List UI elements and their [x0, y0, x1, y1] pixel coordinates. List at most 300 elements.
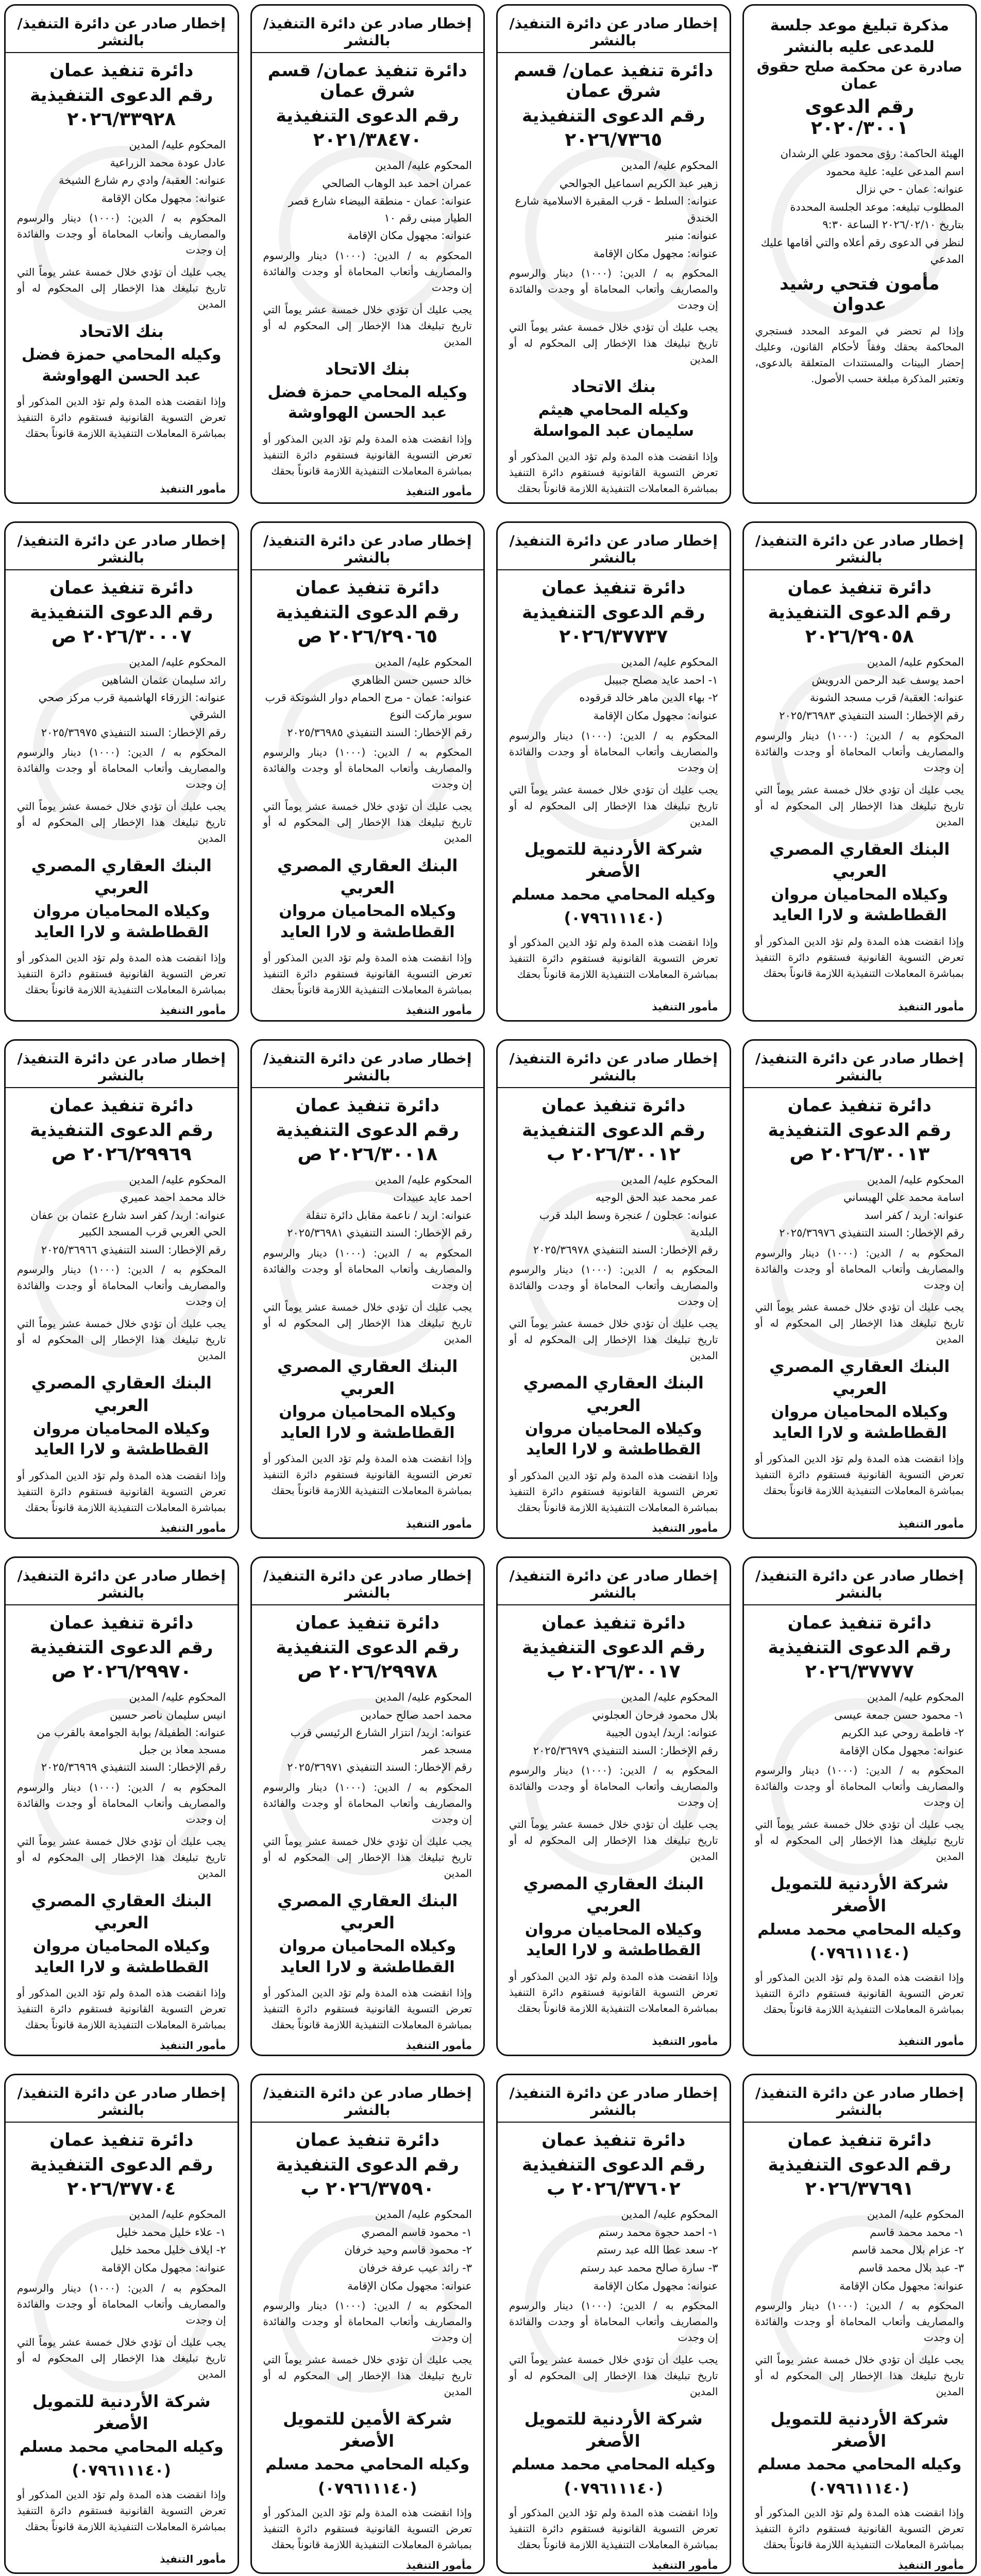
final-warning-text: وإذا انقضت هذه المدة ولم تؤد الدين المذكور أو تعرض التسوية القانونية فستقوم دائرة التنفيذ بمباشرة المعاملات التنفيذية اللازمة قانوناً بحقك: [755, 1452, 964, 1497]
debtor-detail-line: عنوانه: اربد / ناعمة مقابل دائرة تنقلة: [306, 1209, 472, 1222]
officer-signature: مأمور التنفيذ: [160, 2552, 226, 2565]
amount-text: المحكوم به / الدين: (١٠٠٠) دينار والرسوم والمصاريف وأتعاب المحاماة أو وجدت والفائدة إن وجدت: [17, 212, 226, 257]
case-number: ٢٠٢٦/٢٩٠٦٥ ص: [297, 626, 438, 648]
creditor-lawyer: وكيلاه المحاميان مروان القطاطشة و لارا العايد: [279, 1403, 456, 1442]
debtor-detail-line: رقم الإخطار: السند التنفيذي ٢٠٢٥/٣٦٩٧٩: [533, 1744, 718, 1757]
spacer: [755, 985, 965, 997]
notice-body: وإذا لم تحضر في الموعد المحدد فستجري المحاكمة بحقك وفقاً لأحكام القانون، وعليك إحضار البينات والمستندات المتعلقة بالدعوى، وتعتبر المذكرة مبلغة حسب الأصول.: [755, 324, 964, 385]
case-title: رقم الدعوى التنفيذية: [768, 1120, 951, 1141]
amount-text: المحكوم به / الدين: (١٠٠٠) دينار والرسوم والمصاريف وأتعاب المحاماة أو وجدت والفائدة إن وجدت: [263, 249, 472, 294]
final-warning-text: وإذا انقضت هذه المدة ولم تؤد الدين المذكور أو تعرض التسوية القانونية فستقوم دائرة التنفيذ بمباشرة المعاملات التنفيذية اللازمة قانوناً بحقك: [263, 2506, 472, 2551]
debtor-detail-line: رائد سليمان عثمان الشاهين: [102, 673, 226, 686]
creditor-name: شركة الأردنية للتمويل الأصغر: [770, 1874, 949, 1916]
lawyer-phone: (٠٧٩٦١١١٤٠): [318, 2479, 417, 2498]
debtor-detail-line: ١- احمد عايد مصلح جبيبل: [604, 673, 718, 686]
amount-text: المحكوم به / الدين: (١٠٠٠) دينار والرسوم والمصاريف وأتعاب المحاماة أو وجدت والفائدة إن وجدت: [509, 2299, 718, 2344]
final-warning-text: وإذا انقضت هذه المدة ولم تؤد الدين المذكور أو تعرض التسوية القانونية فستقوم دائرة التنفيذ بمباشرة المعاملات التنفيذية اللازمة قانوناً بحقك: [509, 2506, 718, 2551]
debtor-detail-line: عادل عودة محمد الزراعية: [110, 156, 226, 169]
creditor-name: البنك العقاري المصري العربي: [523, 1373, 704, 1415]
deadline-text: يجب عليك أن تؤدي خلال خمسة عشر يوماً التي تاريخ تبليغك هذا الإخطار إلى المحكوم له أو المدين: [263, 2353, 472, 2398]
debtor-detail-line: ٢- سعد عطا الله عبد رستم: [596, 2244, 718, 2257]
spacer: [17, 445, 226, 480]
deadline-text: يجب عليك أن تؤدي خلال خمسة عشر يوماً التي تاريخ تبليغك هذا الإخطار إلى المحكوم له أو المدين: [755, 1300, 964, 1345]
amount-text: المحكوم به / الدين: (١٠٠٠) دينار والرسوم والمصاريف وأتعاب المحاماة أو وجدت والفائدة إن وجدت: [755, 1764, 964, 1809]
amount-text: المحكوم به / الدين: (١٠٠٠) دينار والرسوم والمصاريف وأتعاب المحاماة أو وجدت والفائدة إن وجدت: [263, 746, 472, 791]
lawyer-phone: (٠٧٩٦١١١٤٠): [564, 909, 663, 928]
department-name: دائرة تنفيذ عمان: [542, 2130, 686, 2151]
officer-signature: مأمور التنفيذ: [160, 1004, 226, 1017]
notice-header: إخطار صادر عن دائرة التنفيذ/ بالنشر: [6, 1567, 238, 1605]
debtor-detail-line: عمر محمد عبد الحق الوجيه: [595, 1191, 718, 1204]
legal-notice: [250, 1039, 485, 1539]
case-number: ٢٠٢٦/٣٧٦٠٢ ب: [546, 2178, 681, 2200]
notice-header: إخطار صادر عن دائرة التنفيذ/ بالنشر: [252, 15, 484, 53]
spacer: [263, 1502, 472, 1515]
department-name: دائرة تنفيذ عمان/ قسم شرق عمان: [267, 60, 467, 101]
lawyer-phone: (٠٧٩٦١١١٤٠): [810, 1944, 909, 1963]
debtor-detail-line: عنوانه: مجهول مكان الإقامة: [593, 247, 718, 260]
debtor-label: المحكوم عليه/ المدين: [621, 2208, 718, 2221]
amount-text: المحكوم به / الدين: (١٠٠٠) دينار والرسوم والمصاريف وأتعاب المحاماة أو وجدت والفائدة إن وجدت: [755, 2299, 964, 2344]
notice-header: إخطار صادر عن دائرة التنفيذ/ بالنشر: [744, 1567, 976, 1605]
debtor-detail-line: ٣- عبد بلال محمد قاسم: [858, 2261, 964, 2274]
debtor-label: المحكوم عليه/ المدين: [129, 2208, 226, 2221]
legal-notice: [4, 4, 239, 504]
debtor-detail-line: عنوانه: مجهول مكان الإقامة: [593, 2279, 718, 2292]
debtor-detail-line: عنوانه: الزرقاء الهاشمية قرب مركز صحي الشرقي: [38, 691, 226, 721]
notice-header: إخطار صادر عن دائرة التنفيذ/ بالنشر: [744, 532, 976, 570]
case-number: ٢٠٢٦/٣٧٦٩١: [805, 2178, 914, 2200]
debtor-detail-line: خالد محمد احمد عميري: [120, 1191, 226, 1204]
officer-signature: مأمور التنفيذ: [652, 1000, 718, 1013]
deadline-text: يجب عليك أن تؤدي خلال خمسة عشر يوماً التي تاريخ تبليغك هذا الإخطار إلى المحكوم له أو المدين: [17, 2335, 226, 2380]
debtor-detail-line: ١- علاء خليل محمد خليل: [116, 2226, 226, 2239]
debtor-detail-line: احمد عايد عبيدات: [393, 1191, 472, 1204]
creditor-name: بنك الاتحاد: [325, 359, 410, 379]
case-number: ٢٠٢١/٣٨٤٧٠: [313, 129, 422, 150]
legal-notice: [496, 1556, 731, 2056]
creditor-lawyer: وكيلاه المحاميان مروان القطاطشة و لارا العايد: [32, 1419, 210, 1459]
debtor-label: المحكوم عليه/ المدين: [621, 1690, 718, 1703]
legal-notice: [496, 2074, 731, 2573]
lawyer-phone: (٠٧٩٦١١١٤٠): [564, 2479, 663, 2498]
debtor-detail-line: ٢- محمود قاسم وحيد خرفان: [344, 2244, 472, 2257]
debtor-detail-line: عنوانه: مجهول مكان الإقامة: [101, 192, 226, 205]
officer-signature: مأمور التنفيذ: [405, 1004, 472, 1017]
legal-notice: [250, 2074, 485, 2573]
amount-text: المحكوم به / الدين: (١٠٠٠) دينار والرسوم والمصاريف وأتعاب المحاماة أو وجدت والفائدة إن وجدت: [509, 267, 718, 312]
creditor-name: البنك العقاري المصري العربي: [277, 1890, 458, 1933]
notice-header: إخطار صادر عن دائرة التنفيذ/ بالنشر: [252, 1050, 484, 1088]
notice-detail-line: الهيئة الحاكمة: رؤى محمود علي الرشدان: [780, 147, 964, 160]
legal-notice: [250, 4, 485, 504]
legal-notice: [4, 2074, 239, 2573]
creditor-name: شركة الأردنية للتمويل الأصغر: [770, 2409, 949, 2451]
deadline-text: يجب عليك أن تؤدي خلال خمسة عشر يوماً التي تاريخ تبليغك هذا الإخطار إلى المحكوم له أو المدين: [755, 1818, 964, 1863]
debtor-detail-line: انيس سليمان ناصر حسين: [110, 1708, 226, 1721]
case-number: ٢٠٢٦/٣٧٧٧٧: [805, 1660, 914, 1682]
legal-notice: [742, 4, 977, 504]
debtor-detail-line: خالد حسين حسن الظاهري: [351, 673, 472, 686]
creditor-name: البنك العقاري المصري العربي: [31, 1373, 212, 1415]
officer-signature: مأمور التنفيذ: [405, 2039, 472, 2052]
department-name: دائرة تنفيذ عمان: [787, 1095, 932, 1116]
debtor-label: المحكوم عليه/ المدين: [129, 656, 226, 669]
debtor-label: المحكوم عليه/ المدين: [375, 1173, 472, 1186]
deadline-text: يجب عليك أن تؤدي خلال خمسة عشر يوماً التي تاريخ تبليغك هذا الإخطار إلى المحكوم له أو المدين: [17, 1317, 226, 1362]
debtor-detail-line: ٢- ايلاف خليل محمد خليل: [110, 2244, 226, 2257]
creditor-lawyer: وكيله المحامي محمد مسلم: [265, 2455, 470, 2474]
lawyer-phone: (٠٧٩٦١١١٤٠): [810, 2479, 909, 2498]
case-title: رقم الدعوى التنفيذية: [522, 2155, 705, 2176]
case-title: رقم الدعوى التنفيذية: [768, 602, 951, 623]
notice-header: إخطار صادر عن دائرة التنفيذ/ بالنشر: [744, 2084, 976, 2123]
final-warning-text: وإذا انقضت هذه المدة ولم تؤد الدين المذكور أو تعرض التسوية القانونية فستقوم دائرة التنفيذ بمباشرة المعاملات التنفيذية اللازمة قانوناً بحقك: [755, 935, 964, 979]
spacer: [17, 2538, 226, 2549]
debtor-detail-line: رقم الإخطار: السند التنفيذي ٢٠٢٥/٣٦٩٧٨: [533, 1243, 718, 1256]
case-title: رقم الدعوى التنفيذية: [276, 1637, 459, 1658]
department-name: دائرة تنفيذ عمان: [542, 1095, 686, 1116]
notice-header: إخطار صادر عن دائرة التنفيذ/ بالنشر: [252, 2084, 484, 2123]
debtor-detail-line: احمد يوسف عبد الرحمن الدرويش: [811, 673, 964, 686]
case-number: ٢٠٢٦/٢٩٩٧٠ ص: [51, 1660, 192, 1682]
amount-text: المحكوم به / الدين: (١٠٠٠) دينار والرسوم والمصاريف وأتعاب المحاماة أو وجدت والفائدة إن وجدت: [509, 1764, 718, 1809]
amount-text: المحكوم به / الدين: (١٠٠٠) دينار والرسوم والمصاريف وأتعاب المحاماة أو وجدت والفائدة إن وجدت: [263, 2299, 472, 2344]
notice-header: إخطار صادر عن دائرة التنفيذ/ بالنشر: [252, 532, 484, 570]
department-name: دائرة تنفيذ عمان: [787, 1612, 932, 1633]
case-title: رقم الدعوى التنفيذية: [30, 602, 213, 623]
legal-notice: [742, 521, 977, 1021]
final-warning-text: وإذا انقضت هذه المدة ولم تؤد الدين المذكور أو تعرض التسوية القانونية فستقوم دائرة التنفيذ بمباشرة المعاملات التنفيذية اللازمة قانوناً بحقك: [263, 952, 472, 996]
case-number: ٢٠٢٦/٣٠٠١٧ ب: [546, 1660, 681, 1682]
debtor-label: المحكوم عليه/ المدين: [375, 1690, 472, 1703]
deadline-text: يجب عليك أن تؤدي خلال خمسة عشر يوماً التي تاريخ تبليغك هذا الإخطار إلى المحكوم له أو المدين: [755, 2353, 964, 2398]
case-title: رقم الدعوى التنفيذية: [522, 106, 705, 126]
creditor-name: شركة الأمين للتمويل الأصغر: [283, 2409, 452, 2451]
amount-text: المحكوم به / الدين: (١٠٠٠) دينار والرسوم والمصاريف وأتعاب المحاماة أو وجدت والفائدة إن وجدت: [263, 1246, 472, 1291]
debtor-detail-line: عنوانه: اربد/ انتزار الشارع الرئيسي قرب مسجد عمر: [290, 1726, 472, 1756]
debtor-detail-line: رقم الإخطار: السند التنفيذي ٢٠٢٥/٣٦٩٦٩: [41, 1761, 226, 1774]
debtor-detail-line: عنوانه: مجهول مكان الإقامة: [347, 229, 472, 242]
final-warning-text: وإذا انقضت هذه المدة ولم تؤد الدين المذكور أو تعرض التسوية القانونية فستقوم دائرة التنفيذ بمباشرة المعاملات التنفيذية اللازمة قانوناً بحقك: [263, 432, 472, 477]
creditor-name: شركة الأردنية للتمويل الأصغر: [524, 839, 703, 881]
debtor-detail-line: محمد احمد صالح حمادين: [360, 1708, 472, 1721]
debtor-detail-line: رقم الإخطار: السند التنفيذي ٢٠٢٥/٣٦٩٧٦: [779, 1227, 964, 1240]
debtor-label: المحكوم عليه/ المدين: [867, 656, 964, 669]
debtor-detail-line: عمران احمد عبد الوهاب الصالحي: [322, 177, 472, 190]
creditor-lawyer: وكيلاه المحاميان مروان القطاطشة و لارا العايد: [279, 902, 456, 941]
department-name: دائرة تنفيذ عمان: [49, 1612, 194, 1633]
department-name: دائرة تنفيذ عمان: [542, 578, 686, 599]
department-name: دائرة تنفيذ عمان: [295, 578, 439, 599]
deadline-text: يجب عليك أن تؤدي خلال خمسة عشر يوماً التي تاريخ تبليغك هذا الإخطار إلى المحكوم له أو المدين: [755, 783, 964, 828]
debtor-detail-line: ٣- رائد عيب عرفة خرفان: [359, 2261, 472, 2274]
department-name: دائرة تنفيذ عمان: [542, 1612, 686, 1633]
department-name: دائرة تنفيذ عمان: [49, 60, 194, 81]
amount-text: المحكوم به / الدين: (١٠٠٠) دينار والرسوم والمصاريف وأتعاب المحاماة أو وجدت والفائدة إن وجدت: [755, 729, 964, 774]
legal-notice: [496, 1039, 731, 1539]
case-number: رقم الدعوى ٢٠٢٠/٣٠٠١: [805, 96, 915, 139]
department-name: دائرة تنفيذ عمان: [295, 1095, 439, 1116]
creditor-lawyer: وكيلاه المحاميان مروان القطاطشة و لارا العايد: [525, 1920, 702, 1960]
amount-text: المحكوم به / الدين: (١٠٠٠) دينار والرسوم والمصاريف وأتعاب المحاماة أو وجدت والفائدة إن وجدت: [17, 1263, 226, 1308]
case-number: ٢٠٢٦/٣٧٥٩٠ ب: [300, 2178, 435, 2200]
case-title: رقم الدعوى التنفيذية: [30, 1637, 213, 1658]
deadline-text: يجب عليك أن تؤدي خلال خمسة عشر يوماً التي تاريخ تبليغك هذا الإخطار إلى المحكوم له أو المدين: [263, 303, 472, 348]
officer-signature: مأمور التنفيذ: [898, 2035, 964, 2048]
creditor-lawyer: وكيلاه المحاميان مروان القطاطشة و لارا العايد: [771, 885, 949, 925]
officer-signature: مأمور التنفيذ: [652, 2558, 718, 2571]
final-warning-text: وإذا انقضت هذه المدة ولم تؤد الدين المذكور أو تعرض التسوية القانونية فستقوم دائرة التنفيذ بمباشرة المعاملات التنفيذية اللازمة قانوناً بحقك: [17, 1987, 226, 2031]
notice-header: إخطار صادر عن دائرة التنفيذ/ بالنشر: [6, 2084, 238, 2123]
creditor-name: البنك العقاري المصري العربي: [769, 1356, 950, 1399]
notice-header: إخطار صادر عن دائرة التنفيذ/ بالنشر: [6, 1050, 238, 1088]
debtor-detail-line: اسامة محمد علي الهيساني: [843, 1191, 964, 1204]
debtor-detail-line: عنوانه: عمان - مرج الحمام دوار الشوتكة قرب سوبر ماركت النوع: [265, 691, 472, 721]
legal-notice: [742, 1039, 977, 1539]
deadline-text: يجب عليك أن تؤدي خلال خمسة عشر يوماً التي تاريخ تبليغك هذا الإخطار إلى المحكوم له أو المدين: [17, 1835, 226, 1879]
department-name: دائرة تنفيذ عمان: [787, 2130, 932, 2151]
debtor-detail-line: ١- محمد محمد قاسم: [870, 2226, 964, 2239]
creditor-name: البنك العقاري المصري العربي: [31, 1890, 212, 1933]
debtor-detail-line: عنوانه: مجهول مكان الإقامة: [347, 2279, 472, 2292]
debtor-label: المحكوم عليه/ المدين: [375, 159, 472, 172]
debtor-detail-line: ٢- فاطمة روحي عبد الكريم: [841, 1726, 964, 1739]
creditor-name: بنك الاتحاد: [79, 321, 164, 342]
deadline-text: يجب عليك أن تؤدي خلال خمسة عشر يوماً التي تاريخ تبليغك هذا الإخطار إلى المحكوم له أو المدين: [509, 321, 718, 366]
debtor-detail-line: عنوانه: عمان - منطقة البيضاء شارع قصر الطيار مبنى رقم ١٠: [288, 195, 472, 224]
officer-signature: مأمور التنفيذ: [160, 2039, 226, 2052]
notice-detail-line: بتاريخ ٢٠٢٦/٠٢/١٠ الساعة ٩:٣٠: [822, 218, 964, 231]
debtor-detail-line: عنوانه: مجهول مكان الإقامة: [839, 2279, 964, 2292]
legal-notice: [4, 521, 239, 1021]
final-warning-text: وإذا انقضت هذه المدة ولم تؤد الدين المذكور أو تعرض التسوية القانونية فستقوم دائرة التنفيذ بمباشرة المعاملات التنفيذية اللازمة قانوناً بحقك: [17, 1469, 226, 1514]
notice-title: مذكرة تبليغ موعد جلسة للمدعى عليه بالنشر: [770, 16, 949, 56]
creditor-lawyer: وكيله المحامي محمد مسلم: [19, 2437, 224, 2456]
notice-header: إخطار صادر عن دائرة التنفيذ/ بالنشر: [498, 2084, 730, 2123]
debtor-detail-line: عنوانه: اربد/ ايدون الجيبة: [605, 1726, 718, 1739]
debtor-detail-line: رقم الإخطار: السند التنفيذي ٢٠٢٥/٣٦٩٧٥: [41, 726, 226, 739]
debtor-label: المحكوم عليه/ المدين: [867, 1173, 964, 1186]
legal-notice: [4, 1556, 239, 2056]
spacer: [755, 1502, 965, 1515]
deadline-text: يجب عليك أن تؤدي خلال خمسة عشر يوماً التي تاريخ تبليغك هذا الإخطار إلى المحكوم له أو المدين: [509, 1818, 718, 1863]
legal-notice: [250, 1556, 485, 2056]
creditor-lawyer: وكيله المحامي حمزة فضل عبد الحسن الهواوشة: [267, 383, 468, 422]
legal-notice: [496, 521, 731, 1021]
debtor-label: المحكوم عليه/ المدين: [621, 159, 718, 172]
notice-header: إخطار صادر عن دائرة التنفيذ/ بالنشر: [744, 1050, 976, 1088]
debtor-detail-line: عنوانه: اربد/ كفر اسد شارع عثمان بن عفان الحي العربي قرب المسجد الكبير: [30, 1209, 226, 1239]
debtor-label: المحكوم عليه/ المدين: [621, 1173, 718, 1186]
debtor-label: المحكوم عليه/ المدين: [867, 2208, 964, 2221]
spacer: [509, 986, 718, 997]
debtor-detail-line: عنوانه: مجهول مكان الإقامة: [101, 2261, 226, 2274]
creditor-name: البنك العقاري المصري العربي: [277, 856, 458, 898]
officer-signature: مأمور التنفيذ: [652, 1521, 718, 1534]
case-number: ٢٠٢٦/٣٠٠١٢ ب: [546, 1143, 681, 1165]
debtor-detail-line: عنوانه: العقبة/ قرب مسجد الشونة: [810, 691, 964, 704]
debtor-detail-line: عنوانه: الطفيلة/ بوابة الجوامعة بالقرب من مسجد معاذ بن جبل: [37, 1726, 226, 1756]
final-warning-text: وإذا انقضت هذه المدة ولم تؤد الدين المذكور أو تعرض التسوية القانونية فستقوم دائرة التنفيذ بمباشرة المعاملات التنفيذية اللازمة قانوناً بحقك: [263, 1452, 472, 1497]
deadline-text: يجب عليك أن تؤدي خلال خمسة عشر يوماً التي تاريخ تبليغك هذا الإخطار إلى المحكوم له أو المدين: [263, 1300, 472, 1345]
case-title: رقم الدعوى التنفيذية: [522, 1120, 705, 1141]
notice-header: إخطار صادر عن دائرة التنفيذ/ بالنشر: [498, 15, 730, 53]
notice-header: إخطار صادر عن دائرة التنفيذ/ بالنشر: [252, 1567, 484, 1605]
case-number: ٢٠٢٦/٢٩٩٦٩ ص: [51, 1143, 192, 1165]
deadline-text: يجب عليك أن تؤدي خلال خمسة عشر يوماً التي تاريخ تبليغك هذا الإخطار إلى المحكوم له أو المدين: [17, 266, 226, 311]
debtor-label: المحكوم عليه/ المدين: [129, 139, 226, 151]
debtor-detail-line: ١- محمود قاسم المصري: [361, 2226, 472, 2239]
lawyer-phone: (٠٧٩٦١١١٤٠): [72, 2462, 171, 2480]
deadline-text: يجب عليك أن تؤدي خلال خمسة عشر يوماً التي تاريخ تبليغك هذا الإخطار إلى المحكوم له أو المدين: [17, 800, 226, 845]
final-warning-text: وإذا انقضت هذه المدة ولم تؤد الدين المذكور أو تعرض التسوية القانونية فستقوم دائرة التنفيذ بمباشرة المعاملات التنفيذية اللازمة قانوناً بحقك: [17, 952, 226, 996]
legal-notice: [742, 2074, 977, 2573]
case-number: ٢٠٢٦/٣٣٩٢٨: [67, 109, 176, 130]
officer-signature: مأمور التنفيذ: [160, 1521, 226, 1534]
creditor-name: البنك العقاري المصري العربي: [277, 1356, 458, 1399]
department-name: دائرة تنفيذ عمان: [49, 578, 194, 599]
creditor-lawyer: وكيلاه المحاميان مروان القطاطشة و لارا العايد: [32, 902, 210, 941]
legal-notice: [742, 1556, 977, 2056]
department-name: دائرة تنفيذ عمان: [295, 2130, 439, 2151]
deadline-text: يجب عليك أن تؤدي خلال خمسة عشر يوماً التي تاريخ تبليغك هذا الإخطار إلى المحكوم له أو المدين: [263, 1835, 472, 1879]
case-number: ٢٠٢٦/٣٠٠١٣ ص: [789, 1143, 930, 1165]
plaintiff-name: مأمون فتحي رشيد عدوان: [780, 273, 940, 315]
officer-signature: مأمور التنفيذ: [405, 485, 472, 498]
deadline-text: يجب عليك أن تؤدي خلال خمسة عشر يوماً التي تاريخ تبليغك هذا الإخطار إلى المحكوم له أو المدين: [509, 1317, 718, 1362]
legal-notice: [4, 1039, 239, 1539]
debtor-detail-line: رقم الإخطار: السند التنفيذي ٢٠٢٥/٣٦٩٨٥: [287, 726, 472, 739]
deadline-text: يجب عليك أن تؤدي خلال خمسة عشر يوماً التي تاريخ تبليغك هذا الإخطار إلى المحكوم له أو المدين: [263, 800, 472, 845]
final-warning-text: وإذا انقضت هذه المدة ولم تؤد الدين المذكور أو تعرض التسوية القانونية فستقوم دائرة التنفيذ بمباشرة المعاملات التنفيذية اللازمة قانوناً بحقك: [509, 936, 718, 981]
notice-detail-line: اسم المدعى عليه: علية محمود: [826, 165, 964, 178]
notice-header: إخطار صادر عن دائرة التنفيذ/ بالنشر: [6, 532, 238, 570]
debtor-label: المحكوم عليه/ المدين: [375, 656, 472, 669]
debtor-detail-line: رقم الإخطار: السند التنفيذي ٢٠٢٥/٣٦٩٨٣: [779, 709, 964, 722]
notice-header: إخطار صادر عن دائرة التنفيذ/ بالنشر: [6, 15, 238, 53]
case-title: رقم الدعوى التنفيذية: [522, 602, 705, 623]
officer-signature: مأمور التنفيذ: [898, 1517, 964, 1530]
creditor-lawyer: وكيلاه المحاميان مروان القطاطشة و لارا العايد: [279, 1937, 456, 1976]
debtor-detail-line: ٢- عزام بلال محمد قاسم: [851, 2244, 964, 2257]
final-warning-text: وإذا انقضت هذه المدة ولم تؤد الدين المذكور أو تعرض التسوية القانونية فستقوم دائرة التنفيذ بمباشرة المعاملات التنفيذية اللازمة قانوناً بحقك: [509, 1970, 718, 2014]
debtor-detail-line: عنوانه: منبر: [665, 229, 718, 242]
officer-signature: مأمور التنفيذ: [405, 1517, 472, 1530]
debtor-detail-line: ١- احمد حجوة محمد رستم: [598, 2226, 718, 2239]
case-title: رقم الدعوى التنفيذية: [768, 1637, 951, 1658]
department-name: دائرة تنفيذ عمان: [49, 1095, 194, 1116]
debtor-label: المحكوم عليه/ المدين: [621, 656, 718, 669]
notice-detail-line: عنوانه: عمان - حي نزال: [856, 183, 964, 196]
debtor-label: المحكوم عليه/ المدين: [129, 1690, 226, 1703]
creditor-lawyer: وكيله المحامي هيثم سليمان عبد المواسلة: [533, 401, 695, 440]
final-warning-text: وإذا انقضت هذه المدة ولم تؤد الدين المذكور أو تعرض التسوية القانونية فستقوم دائرة التنفيذ بمباشرة المعاملات التنفيذية اللازمة قانوناً بحقك: [509, 1469, 718, 1514]
amount-text: المحكوم به / الدين: (١٠٠٠) دينار والرسوم والمصاريف وأتعاب المحاماة أو وجدت والفائدة إن وجدت: [509, 729, 718, 774]
creditor-lawyer: وكيله المحامي محمد مسلم: [757, 2455, 962, 2474]
case-title: رقم الدعوى التنفيذية: [30, 2155, 213, 2176]
department-name: دائرة تنفيذ عمان/ قسم شرق عمان: [514, 60, 714, 101]
case-number: ٢٠٢٦/٧٣٦٥: [565, 129, 663, 150]
officer-signature: مأمور التنفيذ: [160, 483, 226, 496]
amount-text: المحكوم به / الدين: (١٠٠٠) دينار والرسوم والمصاريف وأتعاب المحاماة أو وجدت والفائدة إن وجدت: [17, 2281, 226, 2326]
amount-text: المحكوم به / الدين: (١٠٠٠) دينار والرسوم والمصاريف وأتعاب المحاماة أو وجدت والفائدة إن وجدت: [263, 1781, 472, 1825]
deadline-text: يجب عليك أن تؤدي خلال خمسة عشر يوماً التي تاريخ تبليغك هذا الإخطار إلى المحكوم له أو المدين: [509, 2353, 718, 2398]
final-warning-text: وإذا انقضت هذه المدة ولم تؤد الدين المذكور أو تعرض التسوية القانونية فستقوم دائرة التنفيذ بمباشرة المعاملات التنفيذية اللازمة قانوناً بحقك: [509, 450, 718, 495]
creditor-lawyer: وكيله المحامي محمد مسلم: [757, 1920, 962, 1939]
debtor-label: المحكوم عليه/ المدين: [867, 1690, 964, 1703]
debtor-detail-line: بلال محمود فرحان العجلوني: [592, 1708, 718, 1721]
department-name: دائرة تنفيذ عمان: [49, 2130, 194, 2151]
amount-text: المحكوم به / الدين: (١٠٠٠) دينار والرسوم والمصاريف وأتعاب المحاماة أو وجدت والفائدة إن وجدت: [17, 746, 226, 791]
creditor-name: شركة الأردنية للتمويل الأصغر: [524, 2409, 703, 2451]
notice-header: إخطار صادر عن دائرة التنفيذ/ بالنشر: [498, 1567, 730, 1605]
amount-text: المحكوم به / الدين: (١٠٠٠) دينار والرسوم والمصاريف وأتعاب المحاماة أو وجدت والفائدة إن وجدت: [755, 1246, 964, 1291]
case-title: رقم الدعوى التنفيذية: [276, 2155, 459, 2176]
case-number: ٢٠٢٦/٢٩٠٥٨: [805, 626, 914, 648]
officer-signature: مأمور التنفيذ: [898, 2558, 964, 2571]
case-title: رقم الدعوى التنفيذية: [276, 106, 459, 126]
creditor-lawyer: وكيله المحامي حمزة فضل عبد الحسن الهواوشة: [21, 346, 222, 385]
creditor-name: شركة الأردنية للتمويل الأصغر: [32, 2391, 211, 2433]
debtor-detail-line: عنوانه: مجهول مكان الإقامة: [593, 709, 718, 722]
notice-header: إخطار صادر عن دائرة التنفيذ/ بالنشر: [498, 532, 730, 570]
final-warning-text: وإذا انقضت هذه المدة ولم تؤد الدين المذكور أو تعرض التسوية القانونية فستقوم دائرة التنفيذ بمباشرة المعاملات التنفيذية اللازمة قانوناً بحقك: [755, 2506, 964, 2551]
debtor-detail-line: رقم الإخطار: السند التنفيذي ٢٠٢٥/٣٦٩٦٦: [41, 1243, 226, 1256]
creditor-name: البنك العقاري المصري العربي: [31, 856, 212, 898]
creditor-lawyer: وكيلاه المحاميان مروان القطاطشة و لارا العايد: [771, 1403, 949, 1442]
debtor-detail-line: ٢- بهاء الدين ماهر خالد قرقوده: [579, 691, 718, 704]
creditor-name: البنك العقاري المصري العربي: [769, 839, 950, 881]
creditor-name: بنك الاتحاد: [571, 377, 656, 397]
notice-subtitle: صادرة عن محكمة صلح حقوق عمان: [756, 58, 962, 92]
officer-signature: مأمور التنفيذ: [405, 2558, 472, 2571]
final-warning-text: وإذا انقضت هذه المدة ولم تؤد الدين المذكور أو تعرض التسوية القانونية فستقوم دائرة التنفيذ بمباشرة المعاملات التنفيذية اللازمة قانوناً بحقك: [17, 2488, 226, 2533]
debtor-detail-line: عنوانه: مجهول مكان الإقامة: [839, 1744, 964, 1757]
creditor-lawyer: وكيله المحامي محمد مسلم: [511, 2455, 716, 2474]
case-number: ٢٠٢٦/٢٩٩٧٨ ص: [297, 1660, 438, 1682]
debtor-detail-line: رقم الإخطار: السند التنفيذي ٢٠٢٥/٣٦٩٧١: [287, 1761, 472, 1774]
debtor-detail-line: رقم الإخطار: السند التنفيذي ٢٠٢٥/٣٦٩٨١: [287, 1227, 472, 1240]
case-title: رقم الدعوى التنفيذية: [276, 602, 459, 623]
officer-signature: [509, 503, 718, 504]
creditor-name: البنك العقاري المصري العربي: [523, 1874, 704, 1916]
debtor-detail-line: زهير عبد الكريم اسماعيل الجوالحي: [559, 177, 718, 190]
final-warning-text: وإذا انقضت هذه المدة ولم تؤد الدين المذكور أو تعرض التسوية القانونية فستقوم دائرة التنفيذ بمباشرة المعاملات التنفيذية اللازمة قانوناً بحقك: [17, 395, 226, 440]
case-title: رقم الدعوى التنفيذية: [768, 2155, 951, 2176]
spacer: [755, 2021, 965, 2032]
case-title: رقم الدعوى التنفيذية: [522, 1637, 705, 1658]
officer-signature: مأمور التنفيذ: [898, 1000, 964, 1013]
debtor-label: المحكوم عليه/ المدين: [375, 2208, 472, 2221]
department-name: دائرة تنفيذ عمان: [787, 578, 932, 599]
spacer: [509, 2020, 718, 2032]
legal-notice: [496, 4, 731, 504]
case-number: ٢٠٢٦/٣٧٧٣٧: [559, 626, 668, 648]
amount-text: المحكوم به / الدين: (١٠٠٠) دينار والرسوم والمصاريف وأتعاب المحاماة أو وجدت والفائدة إن وجدت: [17, 1781, 226, 1825]
case-title: رقم الدعوى التنفيذية: [276, 1120, 459, 1141]
debtor-detail-line: ١- محمود حسن جمعة عيسى: [834, 1708, 964, 1721]
debtor-label: المحكوم عليه/ المدين: [129, 1173, 226, 1186]
deadline-text: يجب عليك أن تؤدي خلال خمسة عشر يوماً التي تاريخ تبليغك هذا الإخطار إلى المحكوم له أو المدين: [509, 783, 718, 828]
debtor-detail-line: ٣- سارة صالح محمد عبد رستم: [580, 2261, 718, 2274]
case-number: ٢٠٢٦/٣٧٧٠٤: [67, 2178, 176, 2200]
notice-header: إخطار صادر عن دائرة التنفيذ/ بالنشر: [498, 1050, 730, 1088]
debtor-detail-line: عنوانه: العقبة/ وادي رم شارع الشيخة: [59, 174, 226, 187]
legal-notice: [250, 521, 485, 1021]
creditor-lawyer: وكيلاه المحاميان مروان القطاطشة و لارا العايد: [32, 1937, 210, 1976]
creditor-lawyer: وكيله المحامي محمد مسلم: [511, 885, 716, 904]
